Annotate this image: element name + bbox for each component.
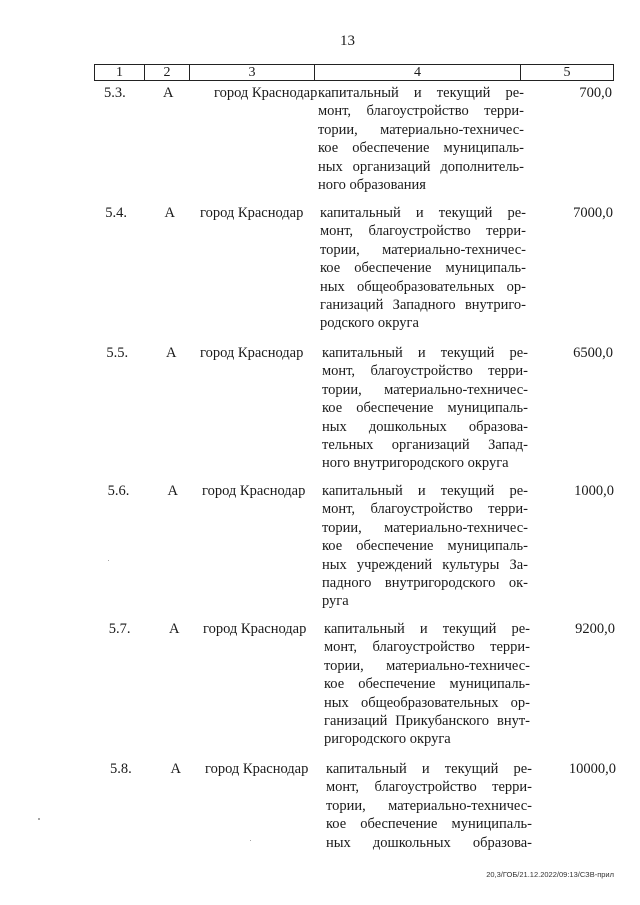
row-amount: 7000,0 [573,205,613,221]
description-line: монт, благоустройство терри- [326,779,532,796]
description-line: родского округа [320,315,419,332]
description-line: кое обеспечение муниципаль- [326,816,532,833]
description-line: капитальный и текущий ре- [318,85,524,101]
row-amount: 6500,0 [573,345,613,361]
row-number: 5.6. [107,483,130,499]
row-number: 5.3. [104,85,126,101]
table-header-row [94,64,614,81]
description-line: монт, благоустройство терри- [320,223,526,240]
row-amount: 1000,0 [574,483,614,499]
row-description [322,482,528,611]
description-line: кое обеспечение муниципаль- [318,140,524,157]
description-line: тории, материально-техничес- [322,519,528,536]
description-line: тории, материально-техничес- [320,241,526,258]
description-line: ного внутригородского округа [322,455,509,472]
row-category: А [167,483,178,499]
row-number: 5.4. [105,205,127,221]
row-city: город Краснодар [203,621,307,637]
row-amount: 10000,0 [568,761,616,777]
description-line: капитальный и текущий ре- [322,345,528,361]
row-category: А [170,761,181,777]
description-line: ганизаций Прикубанского внут- [324,712,530,729]
description-line: капитальный и текущий ре- [320,205,526,221]
row-category: А [164,205,175,221]
description-line: ных общеобразовательных ор- [324,694,530,711]
description-line: ригородского округа [324,731,451,748]
scan-speck [250,840,251,841]
row-amount: 9200,0 [575,621,615,637]
description-line: руга [322,593,349,610]
description-line: тельных организаций Запад- [322,436,528,453]
description-line: монт, благоустройство терри- [322,363,528,380]
description-line: капитальный и текущий ре- [324,621,530,637]
description-line: тории, материально-техничес- [324,657,530,674]
footer-document-code: 20,3/ГОБ/21.12.2022/09:13/СЗВ-прил [486,870,614,879]
description-line: ных учреждений культуры За- [322,556,528,573]
description-line: кое обеспечение муниципаль- [320,260,526,277]
row-description [318,84,524,194]
header-col-1: 1 [95,65,145,80]
row-number: 5.5. [106,345,129,361]
description-line: падного внутригородского ок- [322,574,528,591]
description-line: монт, благоустройство терри- [318,103,524,120]
header-col-3: 3 [190,65,315,80]
row-description [322,344,528,473]
row-category: А [163,85,174,101]
row-amount: 700,0 [579,85,612,101]
description-line: капитальный и текущий ре- [326,761,532,777]
description-line: ных дошкольных образова- [326,834,532,851]
description-line: ных организаций дополнитель- [318,158,524,175]
description-line: кое обеспечение муниципаль- [322,538,528,555]
description-line: кое обеспечение муниципаль- [322,400,528,417]
description-line: тории, материально-техничес- [318,121,524,138]
page-number: 13 [340,33,355,49]
row-city: город Краснодар [214,85,318,101]
description-line: ных дошкольных образова- [322,418,528,435]
row-city: город Краснодар [202,483,306,499]
row-category: А [169,621,180,637]
description-line: монт, благоустройство терри- [324,639,530,656]
row-description [320,204,526,333]
row-number: 5.8. [110,761,132,777]
row-description [326,760,532,852]
description-line: тории, материально-техничес- [326,797,532,814]
description-line: ганизаций Западного внутриго- [320,296,526,313]
scan-speck [38,818,40,820]
description-line: тории, материально-техничес- [322,381,528,398]
row-number: 5.7. [108,621,131,637]
description-line: капитальный и текущий ре- [322,483,528,499]
header-col-5: 5 [563,65,571,80]
row-category: А [166,345,177,361]
row-city: город Краснодар [205,761,309,777]
description-line: монт, благоустройство терри- [322,501,528,518]
description-line: кое обеспечение муниципаль- [324,676,530,693]
row-description [324,620,530,749]
row-city: город Краснодар [200,205,304,221]
header-col-2: 2 [145,65,190,80]
description-line: ных общеобразовательных ор- [320,278,526,295]
scan-speck [108,560,109,561]
row-city: город Краснодар [200,345,304,361]
description-line: ного образования [318,176,426,193]
header-col-4: 4 [315,65,521,80]
